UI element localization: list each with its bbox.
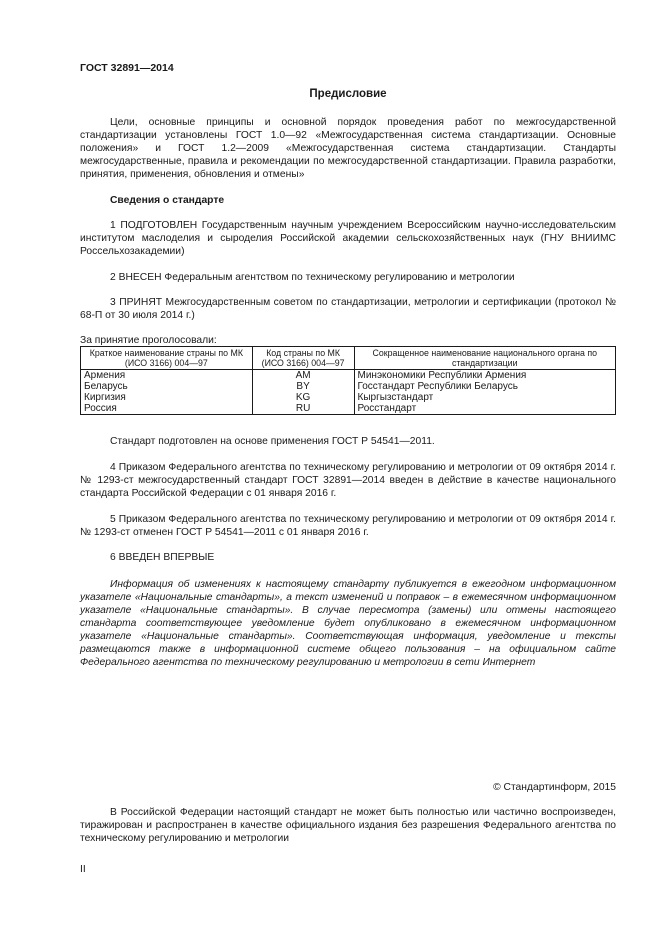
preface-intro: Цели, основные принципы и основной порядок проведения работ по межгосударственной стандартизации установлены ГОСТ 1.0—92 «Межгосударственная система стандартизации. Основные положения» и ГОСТ 1.2—2009 «Межгосударственная система стандартизации. Стандарты межгосударственные, правила и рекомендации по межгосударственной стандартизации. Правила разработки, принятия, применения, обновления и отмены» <box>80 117 616 180</box>
country-cell: Россия <box>81 403 253 415</box>
rights-notice: В Российской Федерации настоящий стандарт не может быть полностью или частично воспроизведен, тиражирован и распространен в качестве официального издания без разрешения Федерального агентства по техническому регулированию и метрологии <box>80 807 616 844</box>
copyright: © Стандартинформ, 2015 <box>493 782 616 793</box>
info-item-3: 3 ПРИНЯТ Межгосударственным советом по стандартизации, метрологии и сертификации (протокол № 68-П от 30 июля 2014 г.) <box>80 297 616 321</box>
document-code: ГОСТ 32891—2014 <box>80 62 174 74</box>
column-header-country: Краткое наименование страны по МК (ИСО 3166) 004—97 <box>81 347 253 370</box>
table-header-row <box>81 347 616 370</box>
code-cell: KG <box>252 392 354 403</box>
info-item-6: 6 ВВЕДЕН ВПЕРВЫЕ <box>110 552 215 563</box>
page-number: II <box>80 864 86 875</box>
code-cell: RU <box>252 403 354 415</box>
column-header-body: Сокращенное наименование национального органа по стандартизации <box>354 347 616 370</box>
info-item-4: 4 Приказом Федерального агентства по техническому регулированию и метрологии от 09 октября 2014 г. № 1293-ст межгосударственный стандарт ГОСТ 32891—2014 введен в действие в качестве национального стандарта Российской Федерации с 01 января 2016 г. <box>80 462 616 499</box>
changes-notice: Информация об изменениях к настоящему стандарту публикуется в ежегодном информационном указателе «Национальные стандарты», а текст изменений и поправок – в ежемесячном информационном указателе «Национальные стандарты». В случае пересмотра (замены) или отмены настоящего стандарта соответствующее уведомление будет опубликовано в ежемесячном информационном указателе «Национальные стандарты». Соответствующая информация, уведомление и тексты размещаются также в информационной системе общего пользования – на официальном сайте Федерального агентства по техническому регулированию и метрологии в сети Интернет <box>80 579 616 668</box>
body-cell: Минэкономики Республики Армения <box>354 370 616 382</box>
basis-statement: Стандарт подготовлен на основе применения ГОСТ Р 54541—2011. <box>110 436 435 447</box>
body-cell: Росстандарт <box>354 403 616 415</box>
country-cell: Армения <box>81 370 253 382</box>
info-item-5: 5 Приказом Федерального агентства по техническому регулированию и метрологии от 09 октября 2014 г. № 1293-ст отменен ГОСТ Р 54541—2011 с 01 января 2016 г. <box>80 514 616 538</box>
table-row <box>81 370 616 382</box>
voting-table <box>80 346 616 415</box>
country-cell: Киргизия <box>81 392 253 403</box>
body-cell: Кыргызстандарт <box>354 392 616 403</box>
table-row <box>81 392 616 403</box>
code-cell: BY <box>252 381 354 392</box>
body-cell: Госстандарт Республики Беларусь <box>354 381 616 392</box>
standard-info-heading: Сведения о стандарте <box>110 195 225 206</box>
country-cell: Беларусь <box>81 381 253 392</box>
preface-title: Предисловие <box>309 88 387 100</box>
table-row <box>81 381 616 392</box>
column-header-code: Код страны по МК (ИСО 3166) 004—97 <box>252 347 354 370</box>
voted-label: За принятие проголосовали: <box>80 335 217 346</box>
info-item-2: 2 ВНЕСЕН Федеральным агентством по техническому регулированию и метрологии <box>110 272 515 283</box>
code-cell: AM <box>252 370 354 382</box>
info-item-1: 1 ПОДГОТОВЛЕН Государственным научным учреждением Всероссийским научно-исследовательским институтом маслоделия и сыроделия Российской академии сельскохозяйственных наук (ГНУ ВНИИМС Россельхозакадемии) <box>80 220 616 257</box>
table-row <box>81 403 616 415</box>
